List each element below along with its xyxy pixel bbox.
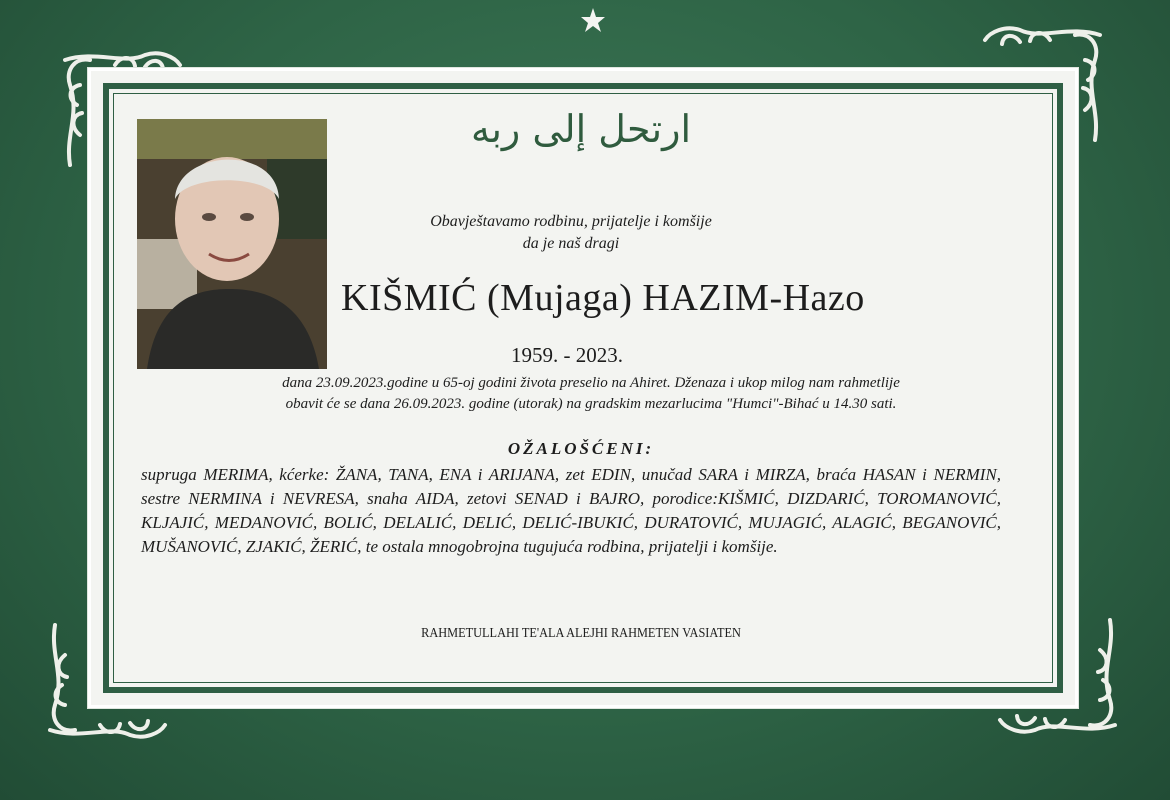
mourners-list: supruga MERIMA, kćerke: ŽANA, TANA, ENA i ARIJANA, zet EDIN, unučad SARA i MIRZA, braća HASAN i NERMIN, sestre NERMINA i NEVRESA, snaha AIDA, zetovi SENAD i BAJRO, porodice:KIŠMIĆ, DIZDARIĆ, TOROMANOVIĆ, KLJAJIĆ, MEDANOVIĆ, BOLIĆ, DELALIĆ, DELIĆ, DELIĆ-IBUKIĆ, DURATOVIĆ, MUJAGIĆ, ALAGIĆ, BEGANOVIĆ, MUŠANOVIĆ, ZJAKIĆ, ŽERIĆ, te ostala mnogobrojna tugujuća rodbina, prijatelji i komšije. [141, 465, 1001, 556]
details-line: obavit će se dana 26.09.2023. godine (utorak) na gradskim mezarlucima "Humci"-Bihać u 14.30 sati. [285, 396, 897, 412]
details-line: dana 23.09.2023.godine u 65-oj godini života preselio na Ahiret. Dženaza i ukop milog nam rahmetlije [282, 375, 900, 391]
intro-line: da je naš dragi [522, 235, 620, 252]
intro-line: Obavještavamo rodbinu, prijatelje i komšije [430, 213, 712, 230]
life-years: 1959. - 2023. [511, 343, 623, 367]
arabic-calligraphy: ارتحل إلى ربه [470, 107, 692, 151]
funeral-details [151, 373, 1031, 415]
intro-text [391, 211, 751, 255]
deceased-name: KIŠMIĆ (Mujaga) HAZIM-Hazo [341, 277, 865, 319]
crescent-and-star-icon [515, 0, 625, 70]
obituary-notice [88, 68, 1078, 708]
mourners-heading: OŽALOŠĆENI: [507, 439, 655, 458]
closing-prayer: RAHMETULLAHI TE'ALA ALEJHI RAHMETEN VASIATEN [421, 626, 741, 641]
